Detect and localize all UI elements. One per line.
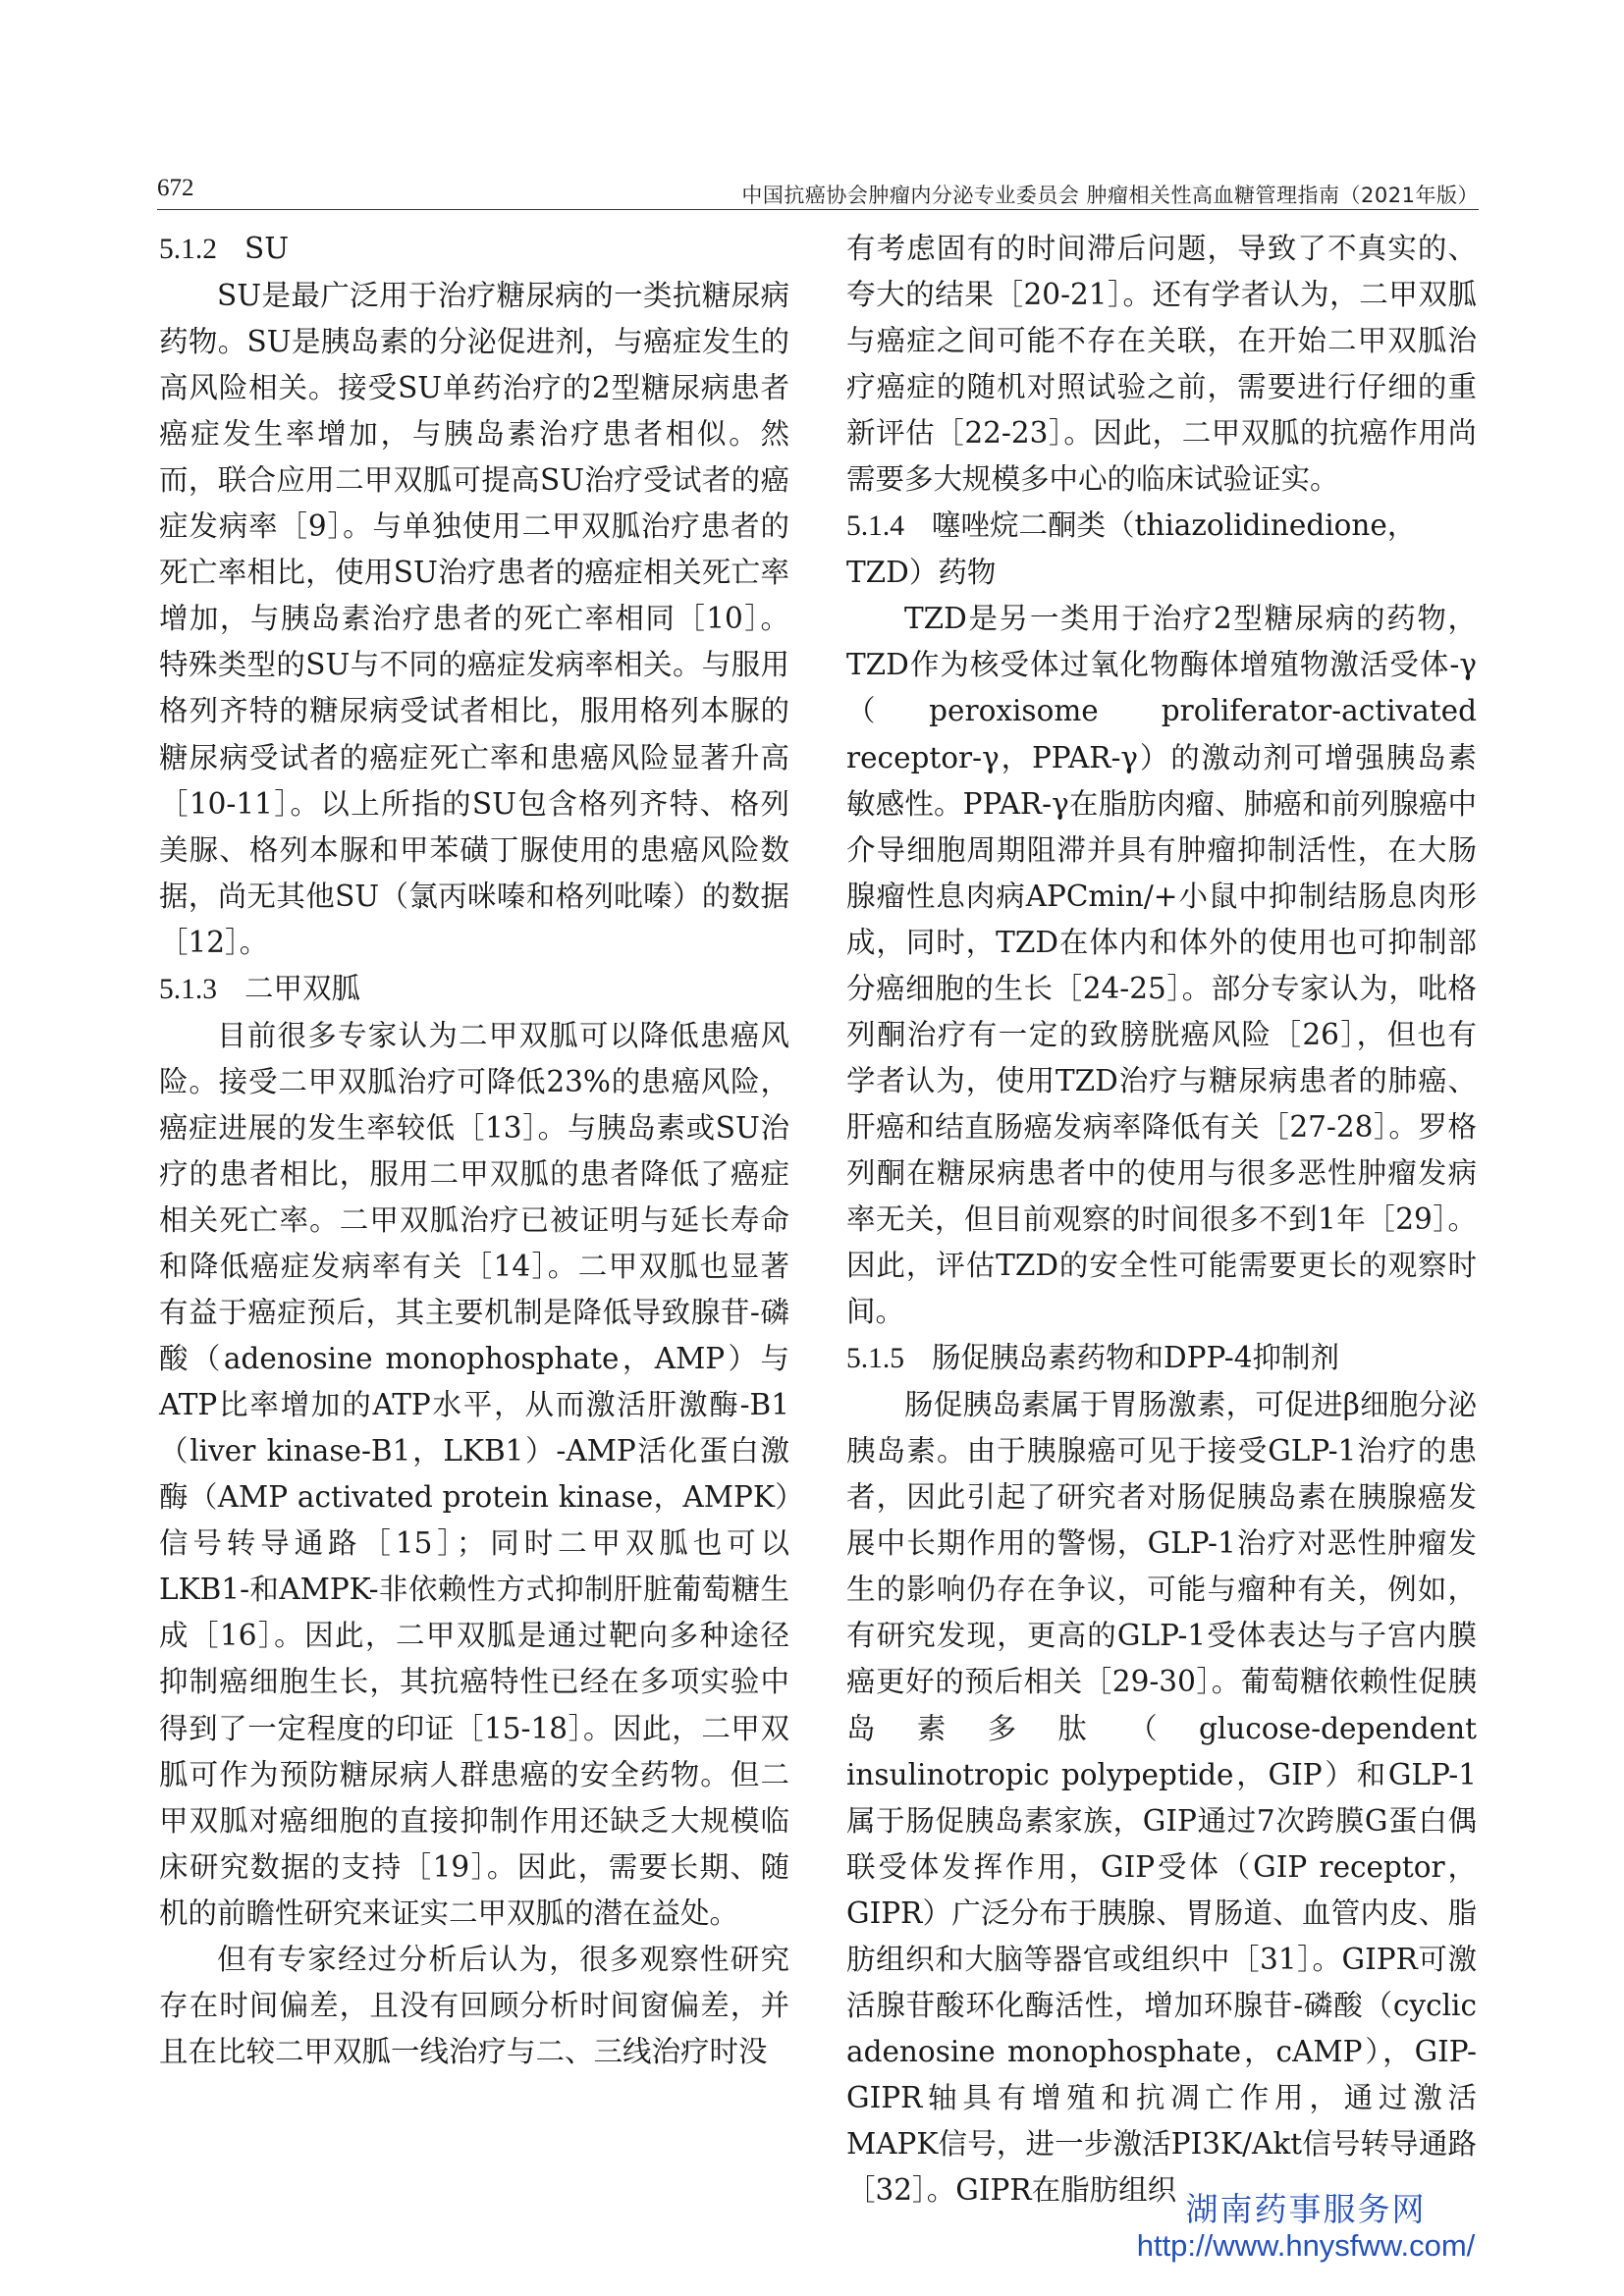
running-title: 中国抗癌协会肿瘤内分泌专业委员会 肿瘤相关性高血糖管理指南（2021年版）: [741, 184, 1479, 207]
page-number: 672: [157, 175, 194, 201]
section-heading: [159, 226, 789, 273]
section-number: 5.1.2: [159, 234, 217, 265]
body-paragraph: 肠促胰岛素属于胃肠激素，可促进β细胞分泌胰岛素。由于胰腺癌可见于接受GLP-1治疗的患者，因此引起了研究者对肠促胰岛素在胰腺癌发展中长期作用的警惕，GLP-1治疗对恶性肿瘤发生的影响仍存在争议，可能与瘤种有关，例如，有研究发现，更高的GLP-1受体表达与子宫内膜癌更好的预后相关［29-30］。葡萄糖依赖性促胰岛素多肽（glucose-dependent insulinotropic polypeptide，GIP）和GLP-1属于肠促胰岛素家族，GIP通过7次跨膜G蛋白偶联受体发挥作用，GIP受体（GIP receptor，GIPR）广泛分布于胰腺、胃肠道、血管内皮、脂肪组织和大脑等器官或组织中［31］。GIPR可激活腺苷酸环化酶活性，增加环腺苷-磷酸（cyclic adenosine monophosphate，cAMP），GIP-GIPR轴具有增殖和抗凋亡作用，通过激活MAPK信号，进一步激活PI3K/Akt信号转导通路［32］。GIPR在脂肪组织: [846, 1388, 1477, 2207]
section-title: 肠促胰岛素药物和DPP-4抑制剂: [932, 1341, 1339, 1375]
header-rule: [157, 209, 1479, 210]
body-paragraph: 有考虑固有的时间滞后问题，导致了不真实的、夸大的结果［20-21］。还有学者认为，二甲双胍与癌症之间可能不存在关联，在开始二甲双胍治疗癌症的随机对照试验之前，需要进行仔细的重新评估［22-23］。因此，二甲双胍的抗癌作用尚需要多大规模多中心的临床试验证实。: [846, 232, 1477, 497]
body-paragraph: SU是最广泛用于治疗糖尿病的一类抗糖尿病药物。SU是胰岛素的分泌促进剂，与癌症发生的高风险相关。接受SU单药治疗的2型糖尿病患者癌症发生率增加，与胰岛素治疗患者相似。然而，联合应用二甲双胍可提高SU治疗受试者的癌症发病率［9］。与单独使用二甲双胍治疗患者的死亡率相比，使用SU治疗患者的癌症相关死亡率增加，与胰岛素治疗患者的死亡率相同［10］。特殊类型的SU与不同的癌症发病率相关。与服用格列齐特的糖尿病受试者相比，服用格列本脲的糖尿病受试者的癌症死亡率和患癌风险显著升高［10-11］。以上所指的SU包含格列齐特、格列美脲、格列本脲和甲苯磺丁脲使用的患癌风险数据，尚无其他SU（氯丙咪嗪和格列吡嗪）的数据［12］。: [159, 279, 789, 959]
section-title: 二甲双胍: [244, 971, 361, 1005]
section-title: SU: [244, 232, 290, 265]
left-column: [159, 226, 789, 2075]
body-paragraph: 目前很多专家认为二甲双胍可以降低患癌风险。接受二甲双胍治疗可降低23%的患癌风险，癌症进展的发生率较低［13］。与胰岛素或SU治疗的患者相比，服用二甲双胍的患者降低了癌症相关死亡率。二甲双胍治疗已被证明与延长寿命和降低癌症发病率有关［14］。二甲双胍也显著有益于癌症预后，其主要机制是降低导致腺苷-磷酸（adenosine monophosphate，AMP）与ATP比率增加的ATP水平，从而激活肝激酶-B1（liver kinase-B1，LKB1）-AMP活化蛋白激酶（AMP activated protein kinase，AMPK）信号转导通路［15］；同时二甲双胍也可以LKB1-和AMPK-非依赖性方式抑制肝脏葡萄糖生成［16］。因此，二甲双胍是通过靶向多种途径抑制癌细胞生长，其抗癌特性已经在多项实验中得到了一定程度的印证［15-18］。因此，二甲双胍可作为预防糖尿病人群患癌的安全药物。但二甲双胍对癌细胞的直接抑制作用还缺乏大规模临床研究数据的支持［19］。因此，需要长期、随机的前瞻性研究来证实二甲双胍的潜在益处。: [159, 1018, 789, 1930]
body-paragraph: TZD是另一类用于治疗2型糖尿病的药物，TZD作为核受体过氧化物酶体增殖物激活受体-γ（peroxisome proliferator-activated receptor-γ，PPAR-γ）的激动剂可增强胰岛素敏感性。PPAR-γ在脂肪肉瘤、肺癌和前列腺癌中介导细胞周期阻滞并具有肿瘤抑制活性，在大肠腺瘤性息肉病APCmin/+小鼠中抑制结肠息肉形成，同时，TZD在体内和体外的使用也可抑制部分癌细胞的生长［24-25］。部分专家认为，吡格列酮治疗有一定的致膀胱癌风险［26］，但也有学者认为，使用TZD治疗与糖尿病患者的肺癌、肝癌和结直肠癌发病率降低有关［27-28］。罗格列酮在糖尿病患者中的使用与很多恶性肿瘤发病率无关，但目前观察的时间很多不到1年［29］。因此，评估TZD的安全性可能需要更长的观察时间。: [846, 602, 1477, 1329]
section-title: 噻唑烷二酮类（thiazolidinedione，TZD）药物: [846, 508, 1417, 590]
section-number: 5.1.4: [846, 510, 904, 543]
section-heading: [159, 966, 789, 1013]
body-paragraph: 但有专家经过分析后认为，很多观察性研究存在时间偏差，且没有回顾分析时间窗偏差，并且在比较二甲双胍一线治疗与二、三线治疗时没: [159, 1942, 789, 2068]
right-column: [846, 226, 1477, 2214]
watermark-url: http://www.hnysfww.com/: [1136, 2228, 1476, 2263]
section-heading: [846, 503, 1477, 596]
section-number: 5.1.3: [159, 973, 217, 1005]
section-number: 5.1.5: [846, 1343, 904, 1375]
watermark-site-name: 湖南药事服务网: [1185, 2191, 1427, 2227]
section-heading: [846, 1335, 1477, 1382]
